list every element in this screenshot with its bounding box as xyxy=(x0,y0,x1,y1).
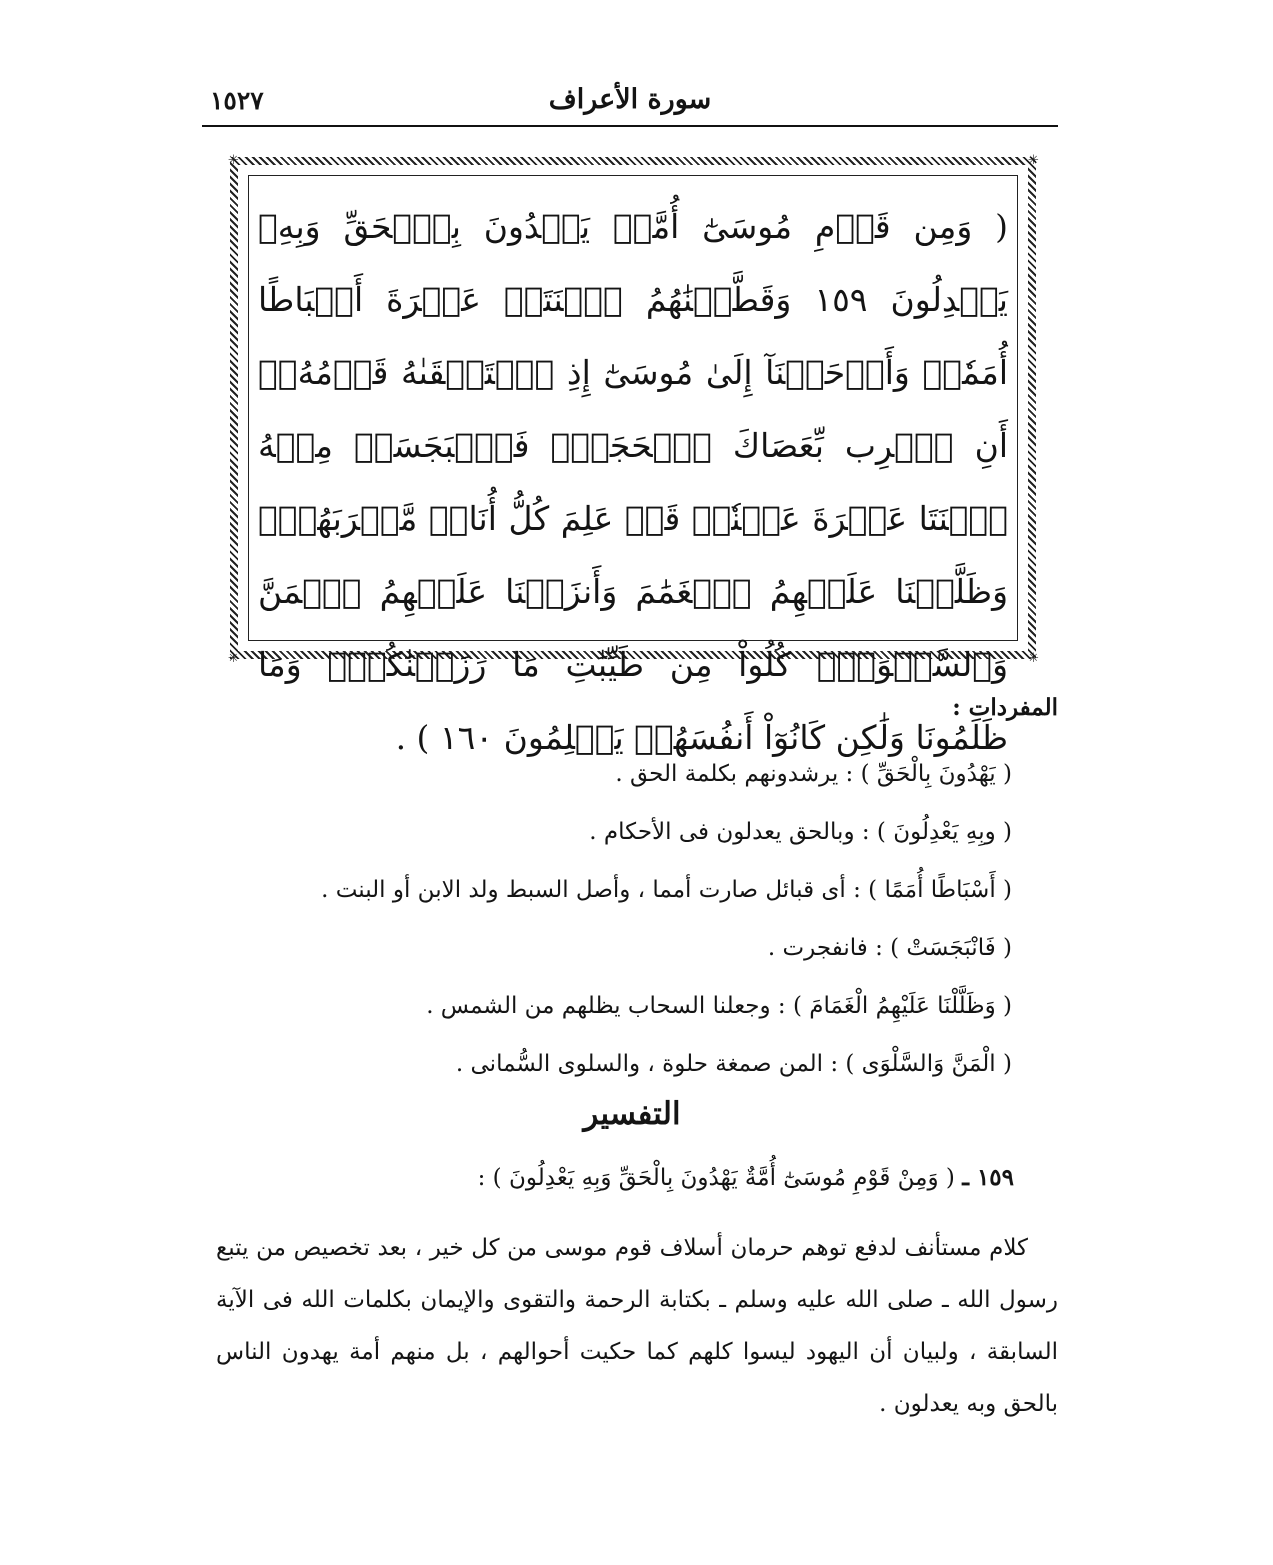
vocabulary-item: ( الْمَنَّ وَالسَّلْوَى ) : المن صمغة حلوة ، والسلوى السُّمانى . xyxy=(455,1051,1012,1077)
vocabulary-item: ( يَهْدُونَ بِالْحَقِّ ) : يرشدونهم بكلمة الحق . xyxy=(615,761,1012,787)
frame-corner-star-icon: ✳ xyxy=(1028,651,1039,666)
page-header xyxy=(202,78,1058,124)
vocabulary-list xyxy=(230,745,1012,1093)
tafsir-heading: التفسير xyxy=(583,1096,681,1132)
tafsir-verse-reference xyxy=(230,1159,1014,1197)
tafsir-paragraph: كلام مستأنف لدفع توهم حرمان أسلاف قوم موسى من كل خير ، بعد تخصيص من يتبع رسول الله ـ صلى الله عليه وسلم ـ بكتابة الرحمة والتقوى والإيمان بكلمات الله فى الآية السابقة ، ولبيان أن اليهود ليسوا كلهم كما حكيت أحوالهم ، بل منهم أمة يهدون الناس بالحق وبه يعدلون . xyxy=(216,1235,1058,1417)
frame-corner-star-icon: ✳ xyxy=(228,153,239,168)
vocabulary-item: ( وَظَلَّلْنَا عَلَيْهِمُ الْغَمَامَ ) : وجعلنا السحاب يظلهم من الشمس . xyxy=(426,993,1012,1019)
vocabulary-item: ( وبِهِ يَعْدِلُونَ ) : وبالحق يعدلون فى الأحكام . xyxy=(589,819,1012,845)
quran-verse-text: ( وَمِن قَوۡمِ مُوسَىٰٓ أُمَّةٞ يَهۡدُونَ بِٱلۡحَقِّ وَبِهِۦ يَعۡدِلُونَ ١٥٩ وَقَطَّعۡنَٰهُمُ ٱثۡنَتَيۡ عَشۡرَةَ أَسۡبَاطًا أُمَمٗاۚ وَأَوۡحَيۡنَآ إِلَىٰ مُوسَىٰٓ إِذِ ٱسۡتَسۡقَىٰهُ قَوۡمُهُۥٓ أَنِ ٱضۡرِب بِّعَصَاكَ ٱلۡحَجَرَۖ فَٱنۢبَجَسَتۡ مِنۡهُ ٱثۡنَتَا عَشۡرَةَ عَيۡنٗاۖ قَدۡ عَلِمَ كُلُّ أُنَاسٖ مَّشۡرَبَهُمۡۚ وَظَلَّلۡنَا عَلَيۡهِمُ ٱلۡغَمَٰمَ وَأَنزَلۡنَا عَلَيۡهِمُ ٱلۡمَنَّ وَٱلسَّلۡوَىٰۖ كُلُواْ مِن طَيِّبَٰتِ مَا رَزَقۡنَٰكُمۡۚ وَمَا ظَلَمُونَا وَلَٰكِن كَانُوٓاْ أَنفُسَهُمۡ يَظۡلِمُونَ ١٦٠ ) . xyxy=(258,207,1008,757)
vocabulary-item: ( أَسْبَاطًا أُمَمًا ) : أى قبائل صارت أمما ، وأصل السبط ولد الابن أو البنت . xyxy=(321,877,1012,903)
vocabulary-heading: المفردات : xyxy=(952,694,1058,721)
page-number: ١٥٢٧ xyxy=(210,86,264,115)
header-divider xyxy=(202,125,1058,127)
frame-corner-star-icon: ✳ xyxy=(1028,153,1039,168)
vocabulary-item: ( فَانْبَجَسَتْ ) : فانفجرت . xyxy=(767,935,1012,961)
surah-title: سورة الأعراف xyxy=(548,84,712,115)
verse-number: ١٥٩ ـ xyxy=(962,1164,1014,1191)
verse-quote: ( وَمِنْ قَوْمِ مُوسَىٰٓ أُمَّةٌ يَهْدُونَ بِالْحَقِّ وَبِهِ يَعْدِلُونَ ) : xyxy=(477,1165,955,1191)
frame-corner-star-icon: ✳ xyxy=(228,651,239,666)
